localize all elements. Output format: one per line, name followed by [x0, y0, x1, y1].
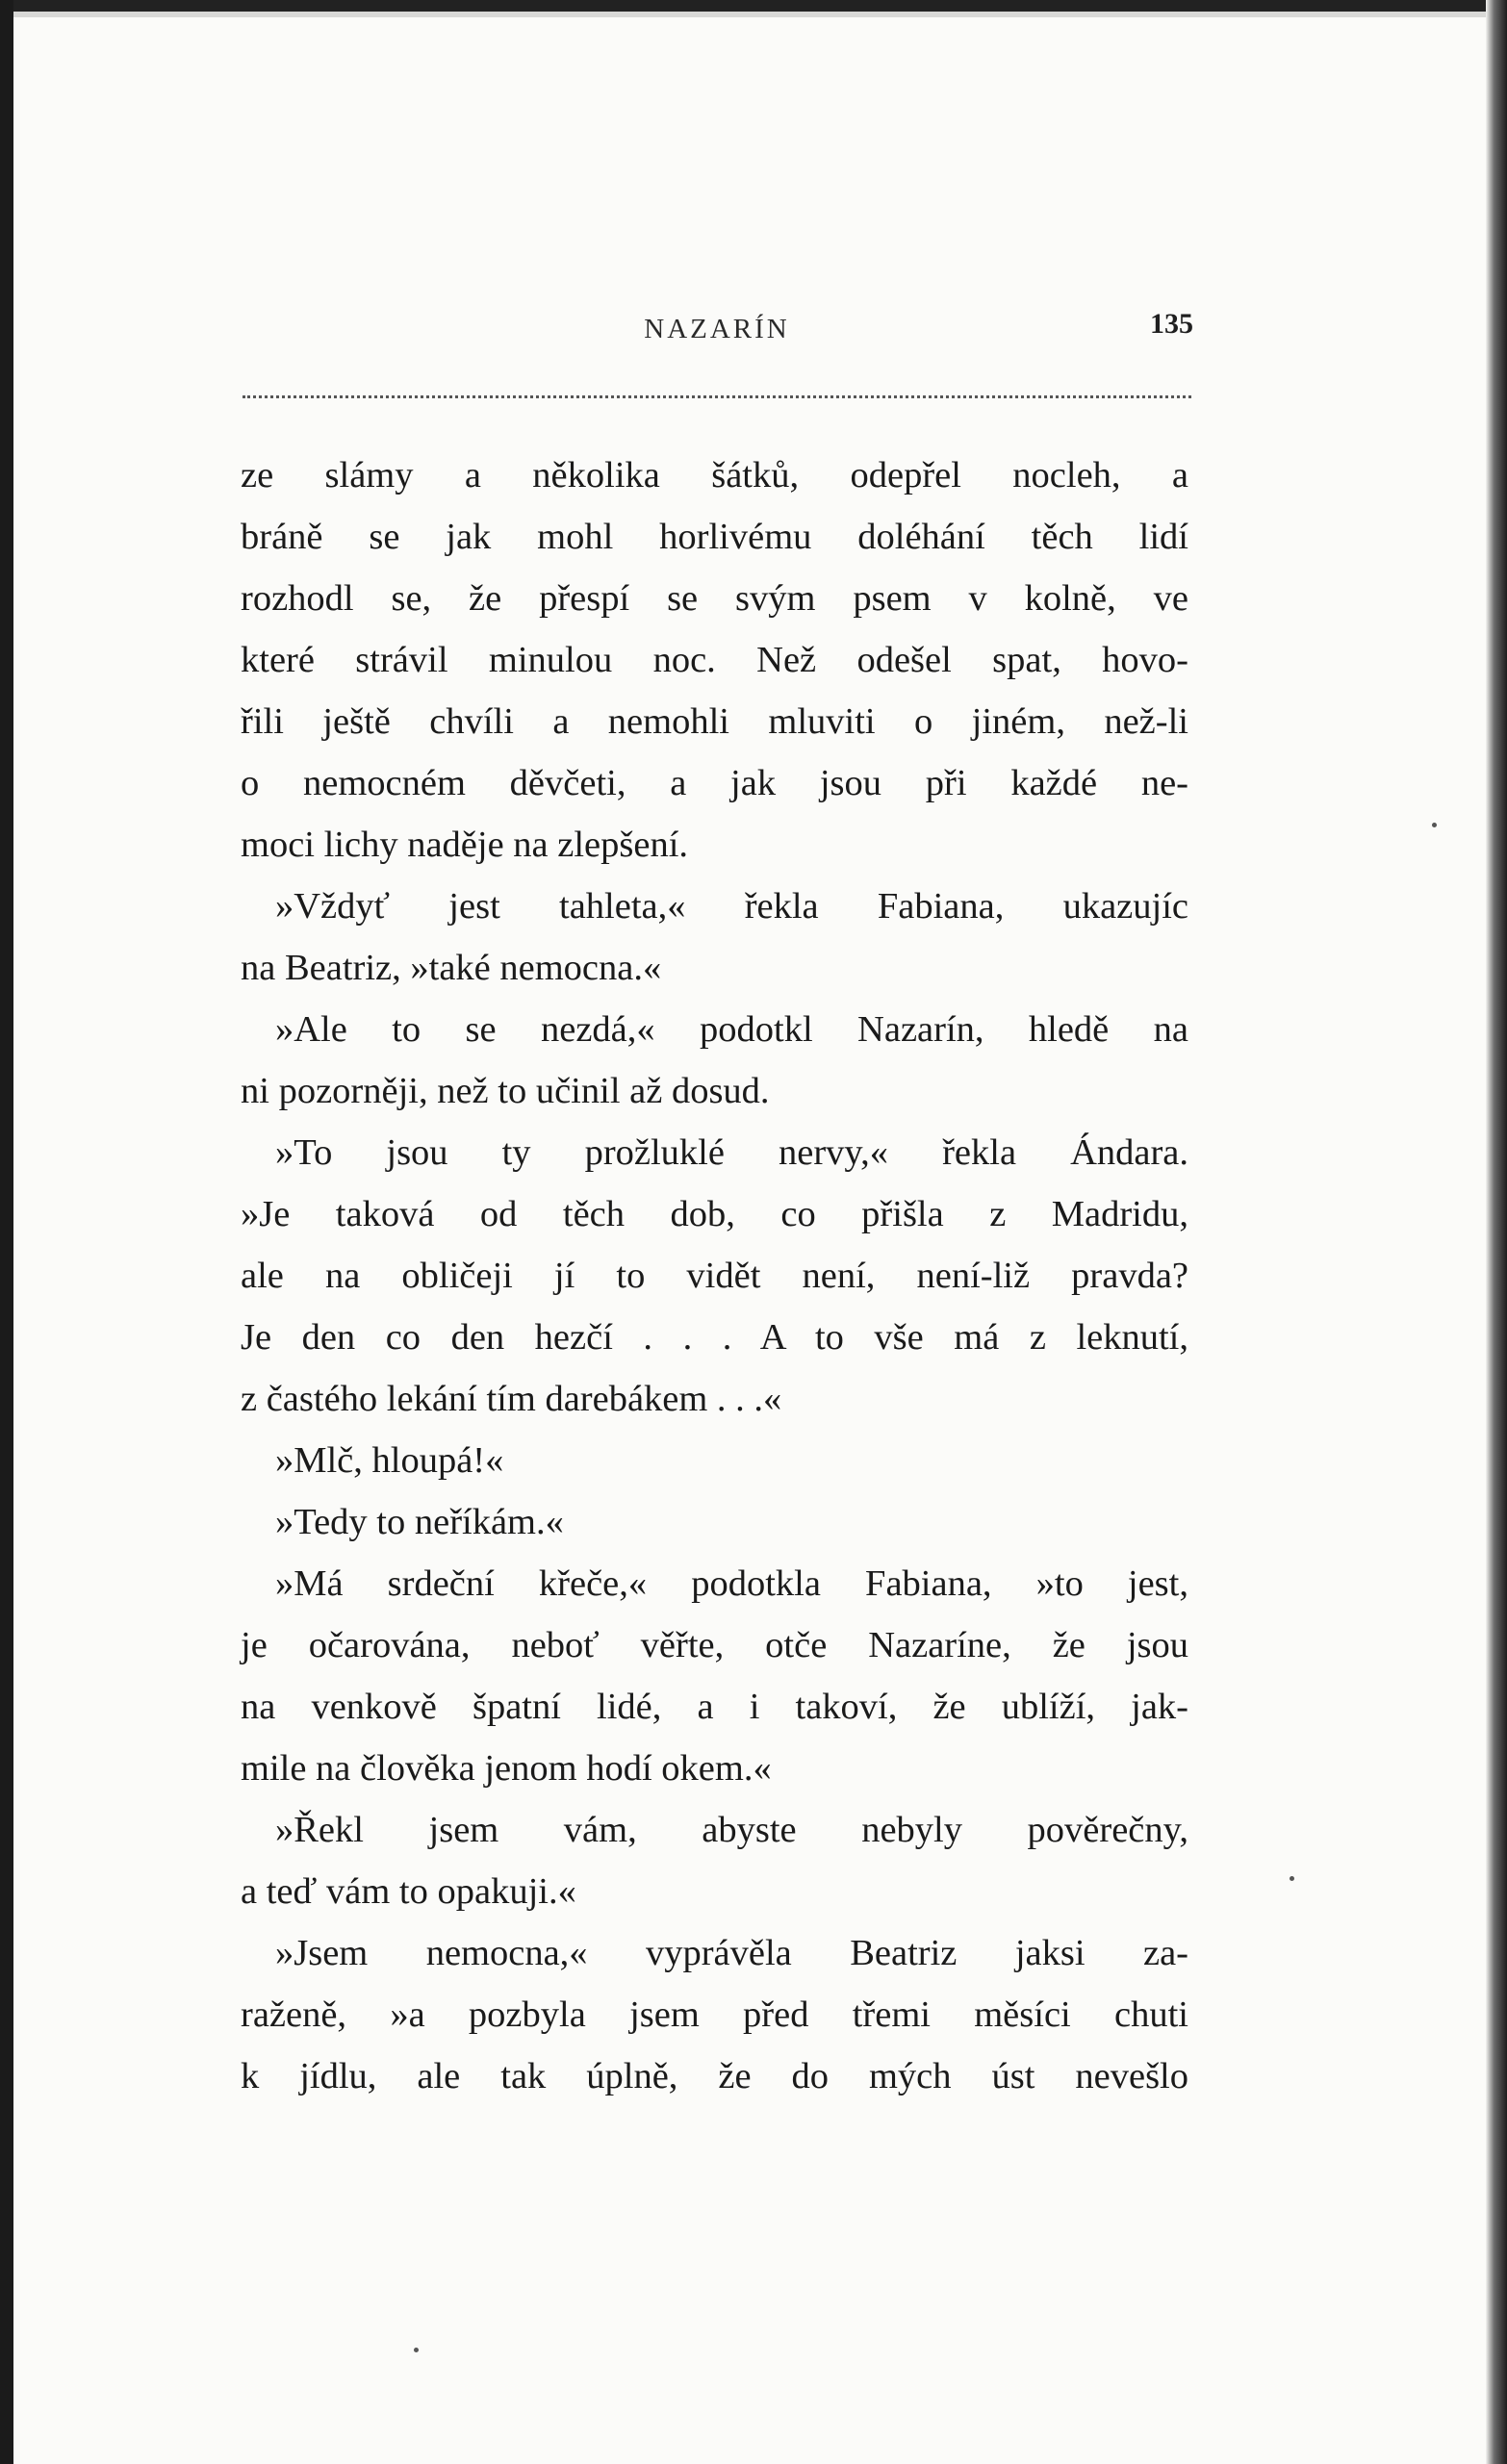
- text-line: »Řekl jsem vám, abyste nebyly pověrečny,: [275, 1810, 1188, 1850]
- text-line: »Mlč, hloupá!«: [275, 1440, 504, 1481]
- page-header: [241, 306, 1193, 354]
- text-line: »Je taková od těch dob, co přišla z Madridu,: [241, 1194, 1188, 1234]
- scan-speck: [1432, 823, 1437, 827]
- text-line: z častého lekání tím darebákem . . .«: [241, 1379, 782, 1419]
- running-title: NAZARÍN: [644, 314, 790, 344]
- text-line: »Ale to se nezdá,« podotkl Nazarín, hledě na: [275, 1009, 1188, 1050]
- text-line: Je den co den hezčí . . . A to vše má z leknutí,: [241, 1317, 1188, 1358]
- text-line: mile na člověka jenom hodí okem.«: [241, 1748, 772, 1789]
- text-line: na Beatriz, »také nemocna.«: [241, 948, 662, 988]
- scan-left-edge: [0, 0, 13, 2464]
- scan-speck: [1290, 1876, 1294, 1881]
- text-line: raženě, »a pozbyla jsem před třemi měsíci chuti: [241, 1994, 1188, 2035]
- text-line: které strávil minulou noc. Než odešel spat, hovo-: [241, 640, 1188, 680]
- text-line: »Má srdeční křeče,« podotkla Fabiana, »to jest,: [275, 1563, 1188, 1604]
- body-text: [241, 445, 1188, 2107]
- text-line: k jídlu, ale tak úplně, že do mých úst nevešlo: [241, 2056, 1188, 2096]
- scan-speck: [414, 2348, 419, 2352]
- text-line: »Jsem nemocna,« vyprávěla Beatriz jaksi za-: [275, 1933, 1188, 1973]
- text-line: »Tedy to neříkám.«: [275, 1502, 564, 1542]
- text-line: rozhodl se, že přespí se svým psem v kolně, ve: [241, 578, 1188, 619]
- text-line: moci lichy naděje na zlepšení.: [241, 825, 689, 865]
- scan-top-shadow: [13, 12, 1486, 17]
- text-line: a teď vám to opakuji.«: [241, 1871, 576, 1912]
- text-line: ze slámy a několika šátků, odepřel nocleh, a: [241, 455, 1188, 495]
- text-line: je očarována, neboť věřte, otče Nazaríne, že jsou: [241, 1625, 1188, 1665]
- text-line: o nemocném děvčeti, a jak jsou při každé ne-: [241, 763, 1188, 803]
- header-dotted-rule: [243, 395, 1191, 398]
- text-line: bráně se jak mohl horlivému doléhání těch lidí: [241, 517, 1188, 557]
- text-line: řili ještě chvíli a nemohli mluviti o jiném, než-li: [241, 701, 1188, 742]
- text-line: »Vždyť jest tahleta,« řekla Fabiana, ukazujíc: [275, 886, 1188, 927]
- text-line: na venkově špatní lidé, a i takoví, že ublíží, jak-: [241, 1687, 1188, 1727]
- text-line: »To jsou ty prožluklé nervy,« řekla Ándara.: [275, 1132, 1188, 1173]
- scan-top-edge: [0, 0, 1507, 12]
- text-line: ale na obličeji jí to vidět není, není-liž pravda?: [241, 1256, 1188, 1296]
- page-number: 135: [1150, 308, 1193, 340]
- text-line: ni pozorněji, než to učinil až dosud.: [241, 1071, 770, 1111]
- scan-right-edge: [1486, 0, 1507, 2464]
